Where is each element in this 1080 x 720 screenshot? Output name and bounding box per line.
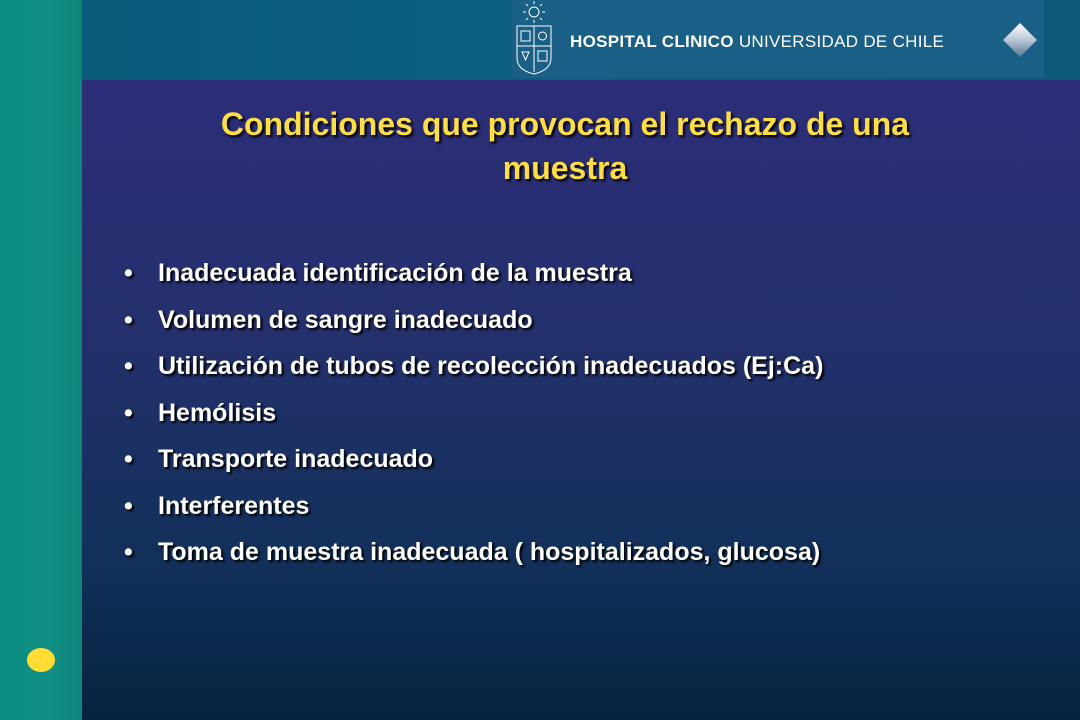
bullet-item <box>118 343 823 390</box>
bullet-text: Toma de muestra inadecuada ( hospitalizados, glucosa) <box>158 538 821 566</box>
bullet-text: Utilización de tubos de recolección inadecuados (Ej:Ca) <box>158 352 824 380</box>
bullet-text: Interferentes <box>158 491 310 520</box>
slide-title <box>82 102 1048 190</box>
slide-content <box>82 80 1080 720</box>
hospital-name <box>570 32 944 52</box>
bullet-dot-icon: • <box>124 491 133 520</box>
bullet-dot-icon: • <box>124 352 133 380</box>
hospital-logo <box>512 0 1044 78</box>
diamond-icon <box>1003 23 1037 57</box>
bullet-item <box>118 250 823 297</box>
hospital-name-bold: HOSPITAL CLINICO <box>570 32 734 51</box>
bullet-dot-icon: • <box>124 445 133 473</box>
hospital-name-university: UNIVERSIDAD DE CHILE <box>738 32 945 51</box>
slide-title-line-2: muestra <box>502 150 628 186</box>
bullet-text: Hemólisis <box>158 398 277 427</box>
bullet-item <box>118 297 823 344</box>
bullet-item <box>118 436 823 483</box>
slide-title-line-1: Condiciones que provocan el rechazo de una <box>220 106 910 142</box>
bullet-text: Volumen de sangre inadecuado <box>158 305 533 334</box>
bullet-item <box>118 390 823 437</box>
bullet-list <box>118 250 823 576</box>
bullet-text: Transporte inadecuado <box>158 445 434 473</box>
yellow-dot-icon <box>27 648 55 672</box>
bullet-item <box>118 529 823 576</box>
university-crest-icon <box>512 0 556 76</box>
bullet-dot-icon: • <box>124 259 133 287</box>
bullet-dot-icon: • <box>124 538 133 566</box>
bullet-dot-icon: • <box>124 305 133 334</box>
left-sidebar-band <box>0 0 82 720</box>
bullet-item <box>118 483 823 530</box>
bullet-text: Inadecuada identificación de la muestra <box>158 259 632 287</box>
bullet-dot-icon: • <box>124 398 133 427</box>
